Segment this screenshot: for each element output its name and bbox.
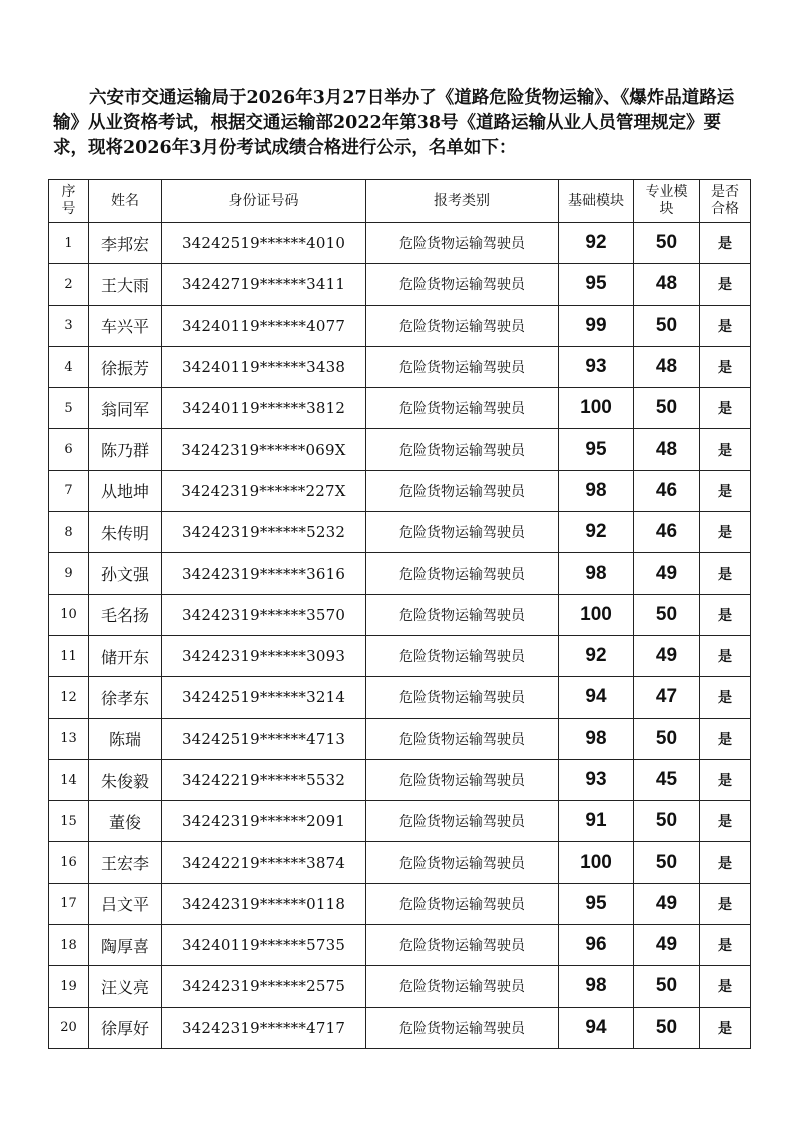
table-row [49, 305, 751, 346]
results-table [48, 179, 751, 1049]
basic-module-score: 93 [559, 759, 634, 800]
header-name: 姓名 [89, 180, 162, 223]
passed-status: 是 [700, 223, 751, 264]
row-number: 11 [49, 635, 89, 676]
passed-status: 是 [700, 388, 751, 429]
passed-status: 是 [700, 305, 751, 346]
basic-module-score: 98 [559, 470, 634, 511]
person-name: 徐振芳 [89, 346, 162, 387]
id-number: 34242319******3570 [162, 594, 366, 635]
basic-module-score: 98 [559, 966, 634, 1007]
person-name: 朱俊毅 [89, 759, 162, 800]
table-row [49, 635, 751, 676]
table-row [49, 512, 751, 553]
id-number: 34242319******069X [162, 429, 366, 470]
header-passed: 是否合格 [700, 180, 751, 223]
table-row [49, 429, 751, 470]
professional-module-score: 49 [634, 925, 700, 966]
row-number: 12 [49, 677, 89, 718]
passed-status: 是 [700, 264, 751, 305]
header-basic: 基础模块 [559, 180, 634, 223]
passed-status: 是 [700, 801, 751, 842]
passed-status: 是 [700, 1007, 751, 1048]
basic-module-score: 95 [559, 883, 634, 924]
table-row [49, 677, 751, 718]
id-number: 34242519******4010 [162, 223, 366, 264]
basic-module-score: 94 [559, 677, 634, 718]
person-name: 毛名扬 [89, 594, 162, 635]
table-row [49, 925, 751, 966]
professional-module-score: 50 [634, 966, 700, 1007]
row-number: 3 [49, 305, 89, 346]
basic-module-score: 98 [559, 553, 634, 594]
table-row [49, 883, 751, 924]
row-number: 1 [49, 223, 89, 264]
person-name: 汪义亮 [89, 966, 162, 1007]
exam-category: 危险货物运输驾驶员 [366, 677, 559, 718]
table-row [49, 594, 751, 635]
table-row [49, 346, 751, 387]
row-number: 10 [49, 594, 89, 635]
professional-module-score: 48 [634, 346, 700, 387]
professional-module-score: 50 [634, 718, 700, 759]
professional-module-score: 49 [634, 883, 700, 924]
professional-module-score: 50 [634, 842, 700, 883]
row-number: 6 [49, 429, 89, 470]
person-name: 徐厚好 [89, 1007, 162, 1048]
table-row [49, 718, 751, 759]
id-number: 34242219******3874 [162, 842, 366, 883]
basic-module-score: 95 [559, 264, 634, 305]
professional-module-score: 46 [634, 470, 700, 511]
person-name: 王宏李 [89, 842, 162, 883]
person-name: 储开东 [89, 635, 162, 676]
basic-module-score: 100 [559, 388, 634, 429]
person-name: 从地坤 [89, 470, 162, 511]
person-name: 陈瑞 [89, 718, 162, 759]
table-row [49, 553, 751, 594]
exam-category: 危险货物运输驾驶员 [366, 801, 559, 842]
row-number: 5 [49, 388, 89, 429]
exam-category: 危险货物运输驾驶员 [366, 1007, 559, 1048]
basic-module-score: 92 [559, 223, 634, 264]
exam-category: 危险货物运输驾驶员 [366, 553, 559, 594]
basic-module-score: 95 [559, 429, 634, 470]
row-number: 9 [49, 553, 89, 594]
id-number: 34242319******4717 [162, 1007, 366, 1048]
row-number: 2 [49, 264, 89, 305]
professional-module-score: 49 [634, 553, 700, 594]
id-number: 34242319******227X [162, 470, 366, 511]
person-name: 翁同军 [89, 388, 162, 429]
id-number: 34240119******5735 [162, 925, 366, 966]
professional-module-score: 50 [634, 388, 700, 429]
row-number: 20 [49, 1007, 89, 1048]
professional-module-score: 45 [634, 759, 700, 800]
header-professional: 专业模块 [634, 180, 700, 223]
id-number: 34242319******3616 [162, 553, 366, 594]
person-name: 李邦宏 [89, 223, 162, 264]
passed-status: 是 [700, 470, 751, 511]
header-no: 序号 [49, 180, 89, 223]
row-number: 8 [49, 512, 89, 553]
exam-category: 危险货物运输驾驶员 [366, 388, 559, 429]
row-number: 15 [49, 801, 89, 842]
passed-status: 是 [700, 594, 751, 635]
basic-module-score: 98 [559, 718, 634, 759]
row-number: 19 [49, 966, 89, 1007]
basic-module-score: 100 [559, 842, 634, 883]
table-row [49, 801, 751, 842]
header-category: 报考类别 [366, 180, 559, 223]
row-number: 18 [49, 925, 89, 966]
person-name: 车兴平 [89, 305, 162, 346]
row-number: 7 [49, 470, 89, 511]
person-name: 徐孝东 [89, 677, 162, 718]
professional-module-score: 48 [634, 264, 700, 305]
row-number: 14 [49, 759, 89, 800]
passed-status: 是 [700, 842, 751, 883]
exam-category: 危险货物运输驾驶员 [366, 635, 559, 676]
basic-module-score: 94 [559, 1007, 634, 1048]
id-number: 34242219******5532 [162, 759, 366, 800]
id-number: 34242519******4713 [162, 718, 366, 759]
row-number: 13 [49, 718, 89, 759]
exam-category: 危险货物运输驾驶员 [366, 966, 559, 1007]
professional-module-score: 50 [634, 223, 700, 264]
passed-status: 是 [700, 883, 751, 924]
professional-module-score: 46 [634, 512, 700, 553]
professional-module-score: 50 [634, 1007, 700, 1048]
intro-paragraph: 六安市交通运输局于2026年3月27日举办了《道路危险货物运输》、《爆炸品道路运输》从业资格考试，根据交通运输部2022年第38号《道路运输从业人员管理规定》要求，现将2026年3月份考试成绩合格进行公示，名单如下： [53, 88, 735, 158]
exam-category: 危险货物运输驾驶员 [366, 512, 559, 553]
exam-category: 危险货物运输驾驶员 [366, 718, 559, 759]
basic-module-score: 91 [559, 801, 634, 842]
person-name: 陶厚喜 [89, 925, 162, 966]
basic-module-score: 92 [559, 635, 634, 676]
passed-status: 是 [700, 759, 751, 800]
person-name: 董俊 [89, 801, 162, 842]
table-row [49, 388, 751, 429]
exam-category: 危险货物运输驾驶员 [366, 346, 559, 387]
table-header-row [49, 180, 751, 223]
id-number: 34242519******3214 [162, 677, 366, 718]
exam-category: 危险货物运输驾驶员 [366, 925, 559, 966]
id-number: 34240119******4077 [162, 305, 366, 346]
table-row [49, 1007, 751, 1048]
table-row [49, 470, 751, 511]
passed-status: 是 [700, 553, 751, 594]
exam-category: 危险货物运输驾驶员 [366, 264, 559, 305]
row-number: 4 [49, 346, 89, 387]
table-row [49, 759, 751, 800]
person-name: 孙文强 [89, 553, 162, 594]
passed-status: 是 [700, 718, 751, 759]
professional-module-score: 50 [634, 305, 700, 346]
passed-status: 是 [700, 966, 751, 1007]
person-name: 吕文平 [89, 883, 162, 924]
passed-status: 是 [700, 635, 751, 676]
id-number: 34242319******3093 [162, 635, 366, 676]
exam-category: 危险货物运输驾驶员 [366, 305, 559, 346]
basic-module-score: 96 [559, 925, 634, 966]
professional-module-score: 49 [634, 635, 700, 676]
row-number: 16 [49, 842, 89, 883]
table-row [49, 223, 751, 264]
basic-module-score: 99 [559, 305, 634, 346]
header-id: 身份证号码 [162, 180, 366, 223]
professional-module-score: 50 [634, 594, 700, 635]
basic-module-score: 100 [559, 594, 634, 635]
id-number: 34242319******5232 [162, 512, 366, 553]
table-row [49, 842, 751, 883]
table-body [49, 223, 751, 1049]
exam-category: 危险货物运输驾驶员 [366, 429, 559, 470]
exam-category: 危险货物运输驾驶员 [366, 759, 559, 800]
person-name: 陈乃群 [89, 429, 162, 470]
row-number: 17 [49, 883, 89, 924]
id-number: 34242719******3411 [162, 264, 366, 305]
table-row [49, 264, 751, 305]
person-name: 朱传明 [89, 512, 162, 553]
professional-module-score: 47 [634, 677, 700, 718]
passed-status: 是 [700, 677, 751, 718]
id-number: 34240119******3812 [162, 388, 366, 429]
basic-module-score: 93 [559, 346, 634, 387]
exam-category: 危险货物运输驾驶员 [366, 842, 559, 883]
exam-category: 危险货物运输驾驶员 [366, 883, 559, 924]
person-name: 王大雨 [89, 264, 162, 305]
passed-status: 是 [700, 429, 751, 470]
table-row [49, 966, 751, 1007]
id-number: 34242319******0118 [162, 883, 366, 924]
basic-module-score: 92 [559, 512, 634, 553]
passed-status: 是 [700, 512, 751, 553]
id-number: 34240119******3438 [162, 346, 366, 387]
id-number: 34242319******2091 [162, 801, 366, 842]
passed-status: 是 [700, 925, 751, 966]
passed-status: 是 [700, 346, 751, 387]
exam-category: 危险货物运输驾驶员 [366, 223, 559, 264]
exam-category: 危险货物运输驾驶员 [366, 470, 559, 511]
professional-module-score: 50 [634, 801, 700, 842]
professional-module-score: 48 [634, 429, 700, 470]
exam-category: 危险货物运输驾驶员 [366, 594, 559, 635]
id-number: 34242319******2575 [162, 966, 366, 1007]
